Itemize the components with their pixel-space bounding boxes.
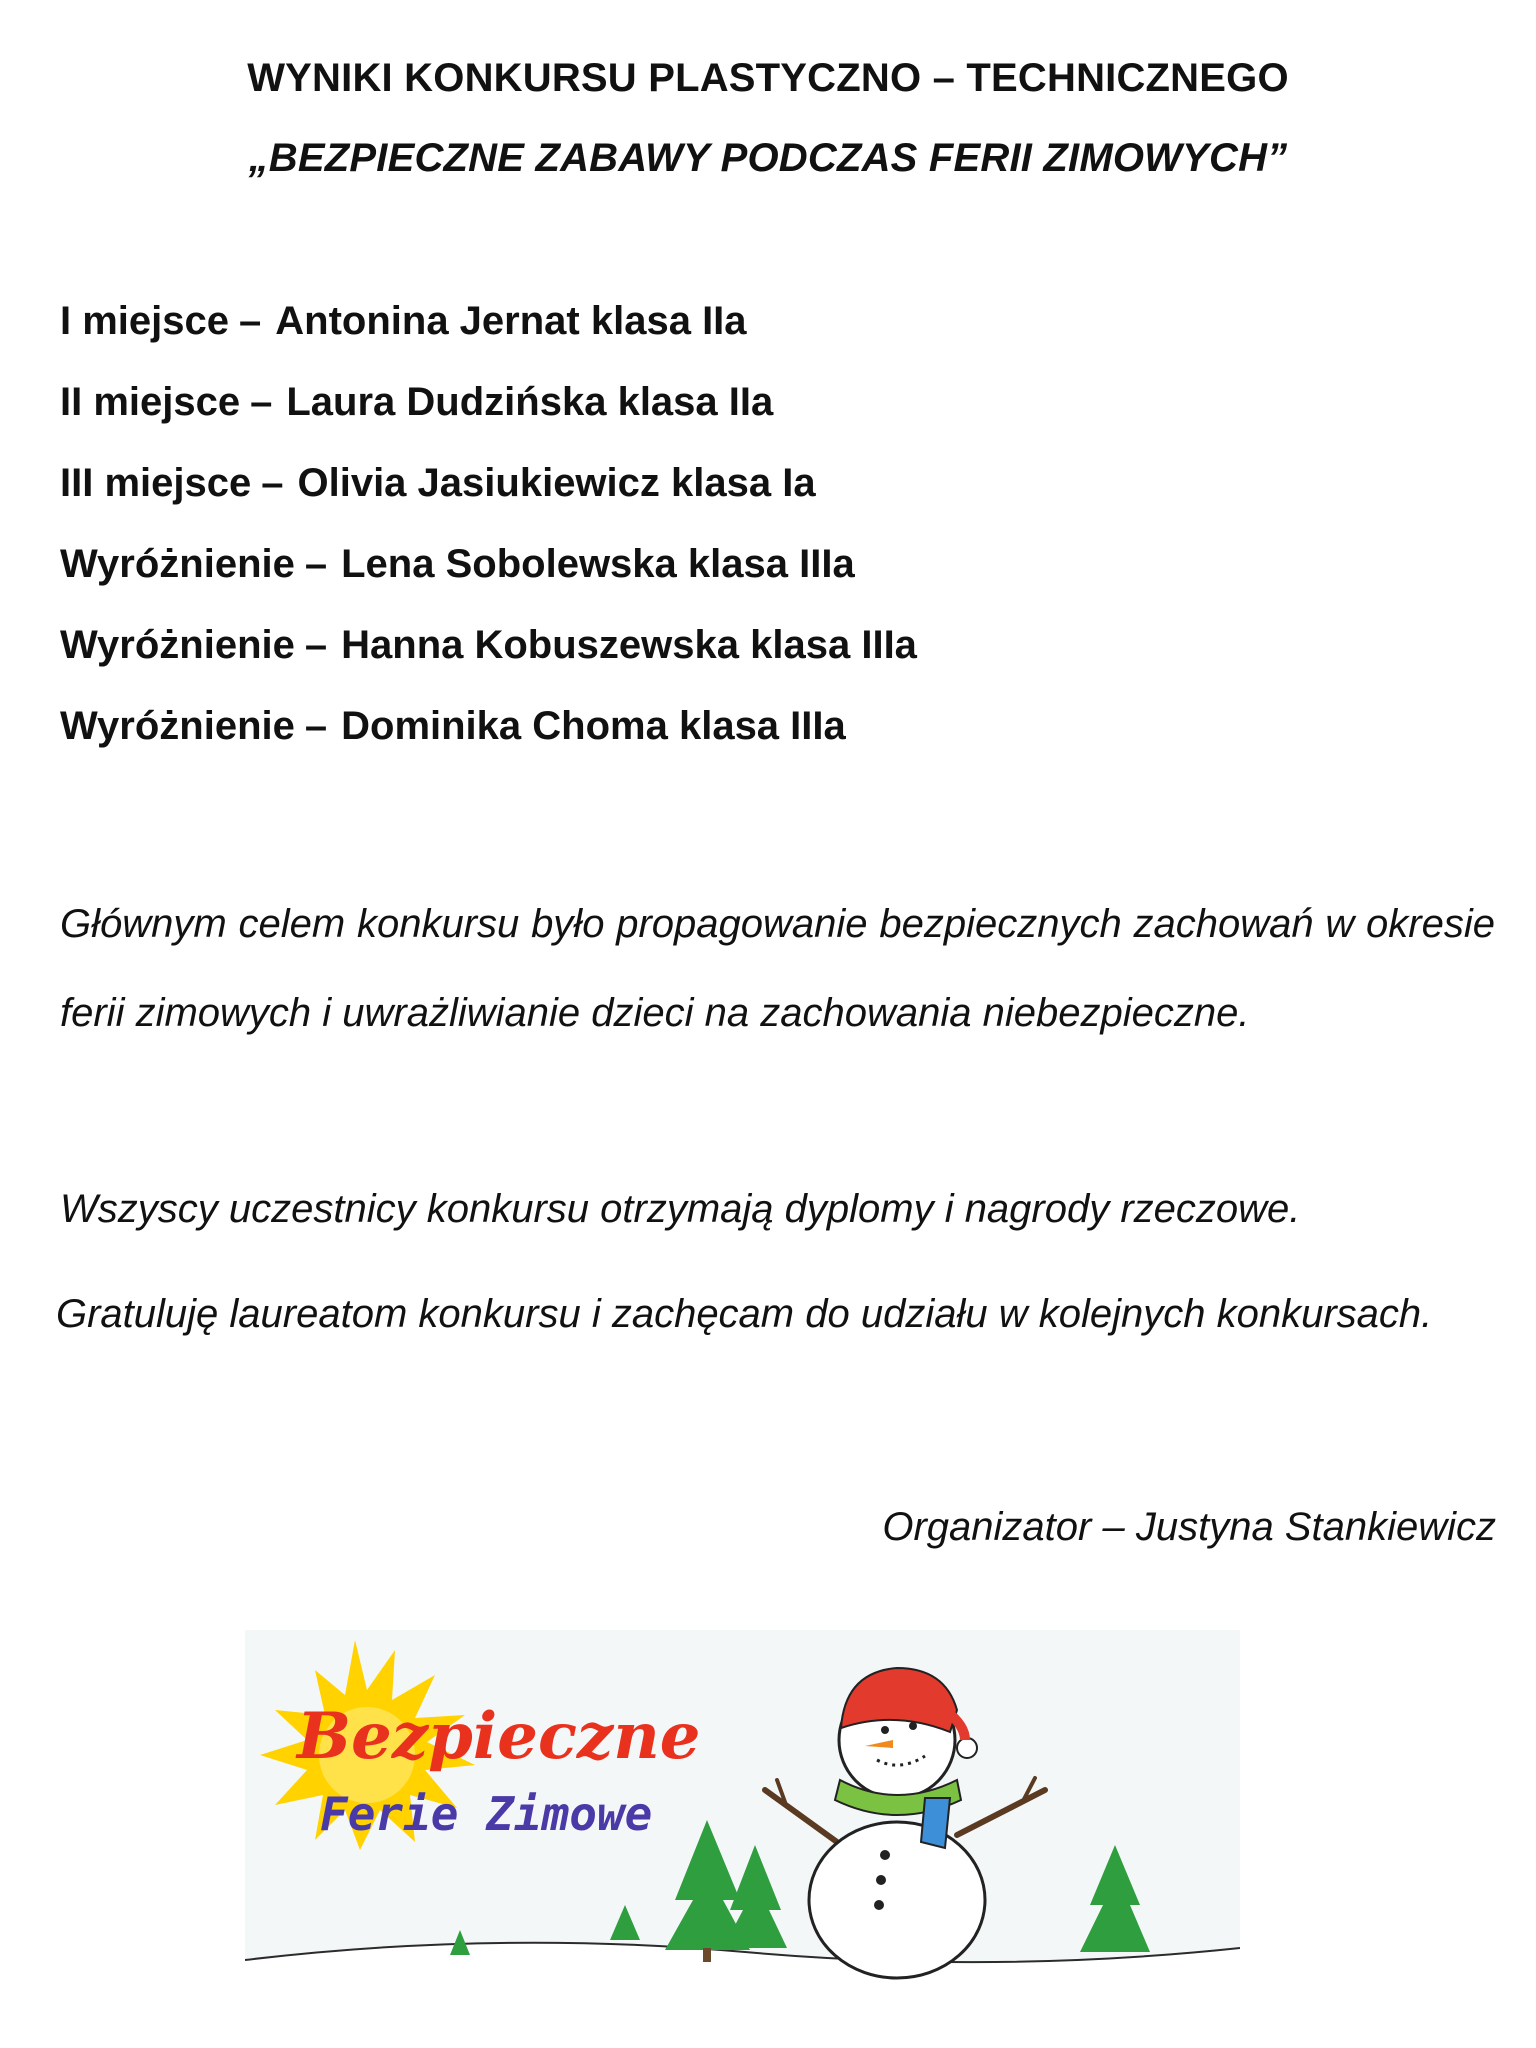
result-dash: –: [304, 542, 328, 586]
goal-paragraph: Głównym celem konkursu było propagowanie bezpiecznych zachowań w okresie ferii zimowych i uwrażliwianie dzieci na zachowania niebezpieczne.: [60, 902, 1495, 1035]
winter-holidays-banner: [245, 1630, 1240, 1992]
result-dash: –: [304, 623, 328, 667]
result-winner: Lena Sobolewska klasa IIIa: [341, 542, 855, 586]
banner-illustration: [245, 1630, 1240, 1992]
result-winner: Dominika Choma klasa IIIa: [341, 704, 846, 748]
result-dash: –: [261, 461, 284, 505]
result-place: II miejsce: [60, 380, 241, 424]
snowman-icon: [765, 1668, 1045, 1978]
result-place: Wyróżnienie: [60, 704, 295, 748]
result-row: [60, 539, 1160, 620]
result-row: [60, 458, 1160, 539]
banner-title-line2: Ferie Zimowe: [320, 1787, 653, 1841]
result-place: III miejsce: [60, 461, 252, 505]
organizer-signature: Organizator – Justyna Stankiewicz: [882, 1505, 1496, 1549]
page-title: WYNIKI KONKURSU PLASTYCZNO – TECHNICZNEGO: [247, 56, 1289, 100]
tree-icon: [1080, 1845, 1150, 1952]
result-dash: –: [304, 704, 328, 748]
result-winner: Antonina Jernat klasa IIa: [275, 299, 747, 343]
tree-icon: [450, 1930, 470, 1955]
banner-title-line1: Bezpieczne: [297, 1699, 701, 1774]
congratulations-paragraph: Gratuluję laureatom konkursu i zachęcam do udziału w kolejnych konkursach.: [56, 1292, 1433, 1336]
result-row: [60, 377, 1160, 458]
result-dash: –: [250, 380, 273, 424]
result-winner: Laura Dudzińska klasa IIa: [286, 380, 774, 424]
participants-paragraph: Wszyscy uczestnicy konkursu otrzymają dyplomy i nagrody rzeczowe.: [60, 1187, 1301, 1231]
result-place: I miejsce: [60, 299, 230, 343]
result-dash: –: [239, 299, 262, 343]
tree-icon: [610, 1905, 640, 1940]
result-row: [60, 296, 1160, 377]
contest-name: „BEZPIECZNE ZABAWY PODCZAS FERII ZIMOWYCH”: [248, 136, 1288, 180]
result-row: [60, 620, 1160, 701]
result-winner: Olivia Jasiukiewicz klasa Ia: [297, 461, 816, 505]
result-winner: Hanna Kobuszewska klasa IIIa: [341, 623, 917, 667]
result-row: [60, 701, 1160, 782]
result-place: Wyróżnienie: [60, 623, 295, 667]
result-place: Wyróżnienie: [60, 542, 295, 586]
results-list: [60, 296, 1160, 782]
